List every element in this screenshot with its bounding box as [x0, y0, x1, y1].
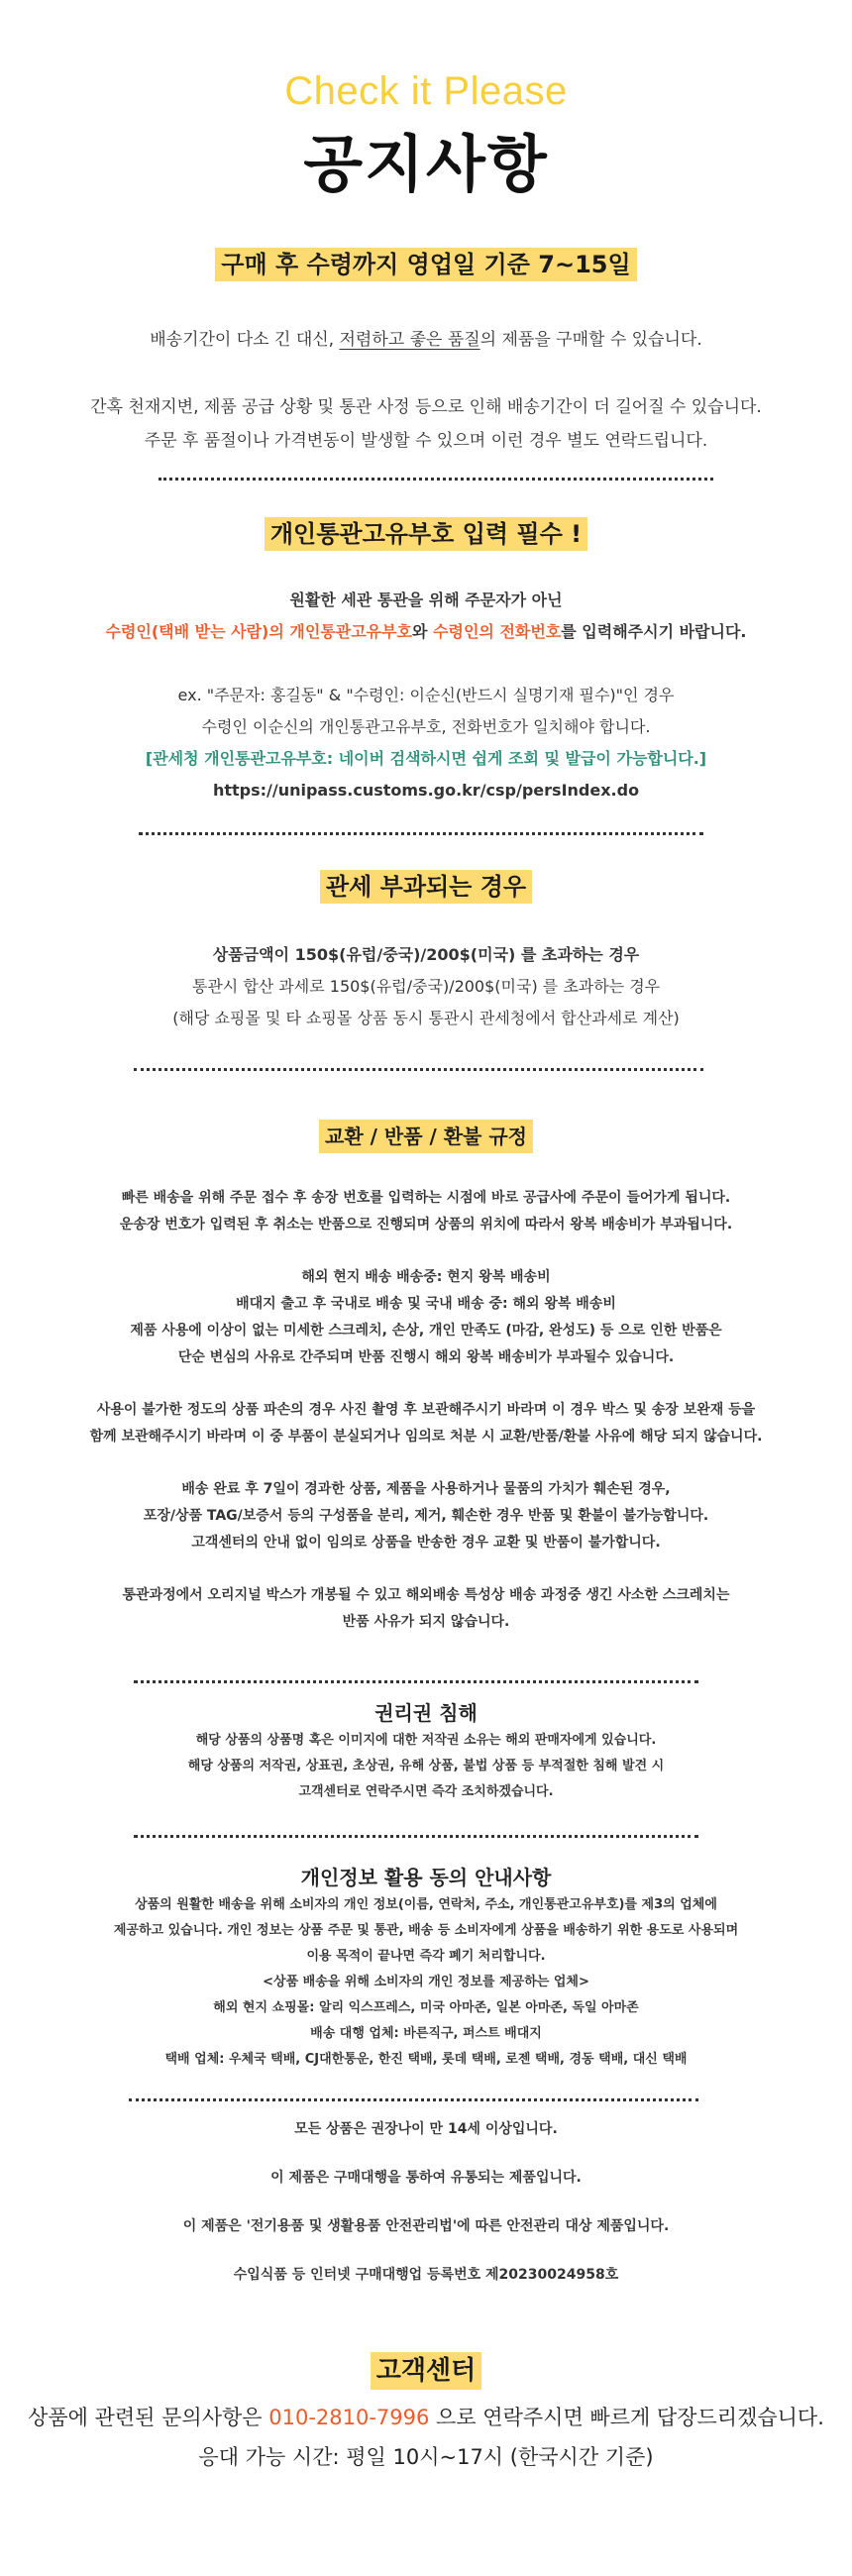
misc-age-note: 모든 상품은 권장나이 만 14세 이상입니다. [294, 2121, 558, 2137]
delivery-line-1 [59, 323, 793, 357]
duty-line-3: (해당 쇼핑몰 및 타 쇼핑몰 상품 동시 통관시 관세청에서 합산과세로 계산) [172, 1009, 680, 1027]
returns-p2-line-2: 배대지 출고 후 국내로 배송 및 국내 배송 중: 해외 왕복 배송비 [236, 1296, 616, 1312]
rights-line-1: 해당 상품의 상품명 혹은 이미지에 대한 저작권 소유는 해외 판매자에게 있습니다. [195, 1733, 657, 1748]
cs-hours: 응대 가능 시간: 평일 10시~17시 (한국시간 기준) [198, 2445, 654, 2469]
privacy-line-3: 이용 목적이 끝나면 즉각 폐기 처리합니다. [306, 1949, 546, 1964]
delivery-heading: 구매 후 수령까지 영업일 기준 7~15일 [215, 248, 636, 281]
delivery-line-2: 간혹 천재지변, 제품 공급 상황 및 통관 사정 등으로 인해 배송기간이 더 길어질 수 있습니다. [90, 397, 762, 417]
duty-line-2: 통관시 합산 과세로 150$(유럽/중국)/200$(미국) 를 초과하는 경우 [191, 977, 661, 996]
returns-p2-line-4: 단순 변심의 사유로 간주되며 반품 진행시 해외 왕복 배송비가 부과될수 있습니다. [177, 1349, 675, 1365]
delivery-line-3: 주문 후 품절이나 가격변동이 발생할 수 있으며 이런 경우 별도 연락드립니다. [144, 431, 708, 451]
page-title: 공지사항 [303, 128, 549, 200]
returns-heading-wrap [0, 1120, 852, 1153]
delivery-heading-wrap [0, 248, 852, 281]
customs-line-2-mid: 와 [412, 622, 434, 641]
misc-safety-note: 이 제품은 '전기용품 및 생활용품 안전관리법'에 따른 안전관리 대상 제품입니다. [182, 2218, 670, 2234]
privacy-line-2: 제공하고 있습니다. 개인 정보는 상품 주문 및 통관, 배송 등 소비자에게 상품을 배송하기 위한 용도로 사용되며 [113, 1923, 739, 1938]
returns-p2-line-3: 제품 사용에 이상이 없는 미세한 스크레치, 손상, 개인 만족도 (마감, 완성도) 등 으로 인한 반품은 [130, 1323, 722, 1339]
privacy-title: 개인정보 활용 동의 안내사항 [300, 1866, 552, 1889]
returns-p4-line-3: 고객센터의 안내 없이 임의로 상품을 반송한 경우 교환 및 반품이 불가합니다. [191, 1535, 661, 1551]
misc-agency-note: 이 제품은 구매대행을 통하여 유통되는 제품입니다. [270, 2170, 582, 2186]
delivery-line-1-pre: 배송기간이 다소 긴 대신, [150, 330, 340, 350]
returns-section [59, 1185, 793, 1636]
customs-line-2 [59, 616, 793, 648]
customs-id-heading: 개인통관고유부호 입력 필수 ! [265, 517, 587, 551]
misc-section [59, 2116, 793, 2289]
divider [159, 478, 713, 481]
divider [134, 1068, 703, 1071]
returns-p5-line-2: 반품 사유가 되지 않습니다. [342, 1614, 510, 1630]
privacy-line-7: 택배 업체: 우체국 택배, CJ대한통운, 한진 택배, 롯데 택배, 로젠 택배, 경동 택배, 대신 택배 [164, 2052, 688, 2067]
rights-line-2: 해당 상품의 저작권, 상표권, 초상권, 유해 상품, 불법 상품 등 부적절한 침해 발견 시 [187, 1759, 665, 1773]
cs-line-1-pre: 상품에 관련된 문의사항은 [28, 2406, 269, 2429]
cs-section [20, 2398, 832, 2477]
misc-registration-note: 수입식품 등 인터넷 구매대행업 등록번호 제20230024958호 [233, 2267, 619, 2283]
rights-section [59, 1698, 793, 1805]
customs-line-4: 수령인 이순신의 개인통관고유부호, 전화번호가 일치해야 합니다. [201, 717, 651, 736]
returns-p5-line-1: 통관과정에서 오리지널 박스가 개봉될 수 있고 해외배송 특성상 배송 과정중 생긴 사소한 스크레치는 [122, 1587, 730, 1603]
returns-p1-line-1: 빠른 배송을 위해 주문 접수 후 송장 번호를 입력하는 시점에 바로 공급사에 주문이 들어가게 됩니다. [121, 1190, 731, 1206]
returns-p1-line-2: 운송장 번호가 입력된 후 취소는 반품으로 진행되며 상품의 위치에 따라서 왕복 배송비가 부과됩니다. [119, 1217, 733, 1233]
customs-id-section [59, 585, 793, 806]
customs-line-5: [관세청 개인통관고유부호: 네이버 검색하시면 쉽게 조회 및 발급이 가능합니다.] [145, 749, 707, 768]
cs-line-1-post: 으로 연락주시면 빠르게 답장드리겠습니다. [429, 2406, 824, 2429]
cs-heading-wrap [0, 2352, 852, 2390]
delivery-line-1-post: 의 제품을 구매할 수 있습니다. [479, 330, 702, 350]
divider [129, 2098, 698, 2101]
customs-line-1: 원활한 세관 통관을 위해 주문자가 아닌 [289, 590, 563, 609]
customs-heading-wrap [0, 517, 852, 551]
privacy-line-6: 배송 대행 업체: 바른직구, 퍼스트 배대지 [310, 2026, 542, 2041]
rights-line-3: 고객센터로 연락주시면 즉각 조치하겠습니다. [298, 1784, 554, 1799]
duty-section [59, 939, 793, 1034]
returns-p3-line-2: 함께 보관해주시기 바라며 이 중 부품이 분실되거나 임의로 처분 시 교환/반품/환불 사유에 해당 되지 않습니다. [89, 1429, 763, 1445]
divider [139, 832, 703, 835]
duty-heading: 관세 부과되는 경우 [320, 870, 532, 904]
customs-line-2-post: 를 입력해주시기 바랍니다. [561, 622, 747, 641]
cs-heading: 고객센터 [371, 2352, 481, 2390]
duty-line-1: 상품금액이 150$(유럽/중국)/200$(미국) 를 초과하는 경우 [212, 945, 640, 964]
cs-line-1 [20, 2398, 832, 2437]
duty-heading-wrap [0, 870, 852, 904]
privacy-line-5: 해외 현지 쇼핑몰: 알리 익스프레스, 미국 아마존, 일본 아마존, 독일 아마존 [213, 2000, 639, 2015]
delivery-line-1-underlined: 저렴하고 좋은 품질 [339, 330, 480, 350]
returns-p3-line-1: 사용이 불가한 정도의 상품 파손의 경우 사진 촬영 후 보관해주시기 바라며 이 경우 박스 및 송장 보완재 등을 [96, 1402, 756, 1418]
returns-p2-line-1: 해외 현지 배송 배송중: 현지 왕복 배송비 [301, 1269, 551, 1285]
divider [134, 1680, 698, 1683]
customs-line-3: ex. "주문자: 홍길동" & "수령인: 이순신(반드시 실명기재 필수)"인 경우 [177, 686, 675, 704]
customs-line-2-red-2: 수령인의 전화번호 [433, 622, 562, 641]
returns-p4-line-2: 포장/상품 TAG/보증서 등의 구성품을 분리, 제거, 훼손한 경우 반품 및 환불이 불가능합니다. [143, 1508, 709, 1524]
cs-phone-number[interactable]: 010-2810-7996 [268, 2406, 430, 2429]
privacy-line-1: 상품의 원활한 배송을 위해 소비자의 개인 정보(이름, 연락처, 주소, 개인통관고유부호)를 제3의 업체에 [135, 1897, 717, 1912]
returns-heading: 교환 / 반품 / 환불 규정 [319, 1120, 533, 1153]
divider [134, 1835, 698, 1838]
privacy-section [59, 1863, 793, 2073]
delivery-section [59, 323, 793, 458]
returns-p4-line-1: 배송 완료 후 7일이 경과한 상품, 제품을 사용하거나 물품의 가치가 훼손된 경우, [181, 1481, 671, 1497]
rights-title: 권리권 침해 [374, 1701, 478, 1725]
customs-line-2-red-1: 수령인(택배 받는 사람)의 개인통관고유부호 [105, 622, 413, 641]
customs-unipass-link[interactable]: https://unipass.customs.go.kr/csp/persIndex.do [212, 781, 640, 800]
privacy-line-4: <상품 배송을 위해 소비자의 개인 정보를 제공하는 업체> [263, 1975, 589, 1989]
brand-logo-text: Check it Please [284, 69, 568, 113]
